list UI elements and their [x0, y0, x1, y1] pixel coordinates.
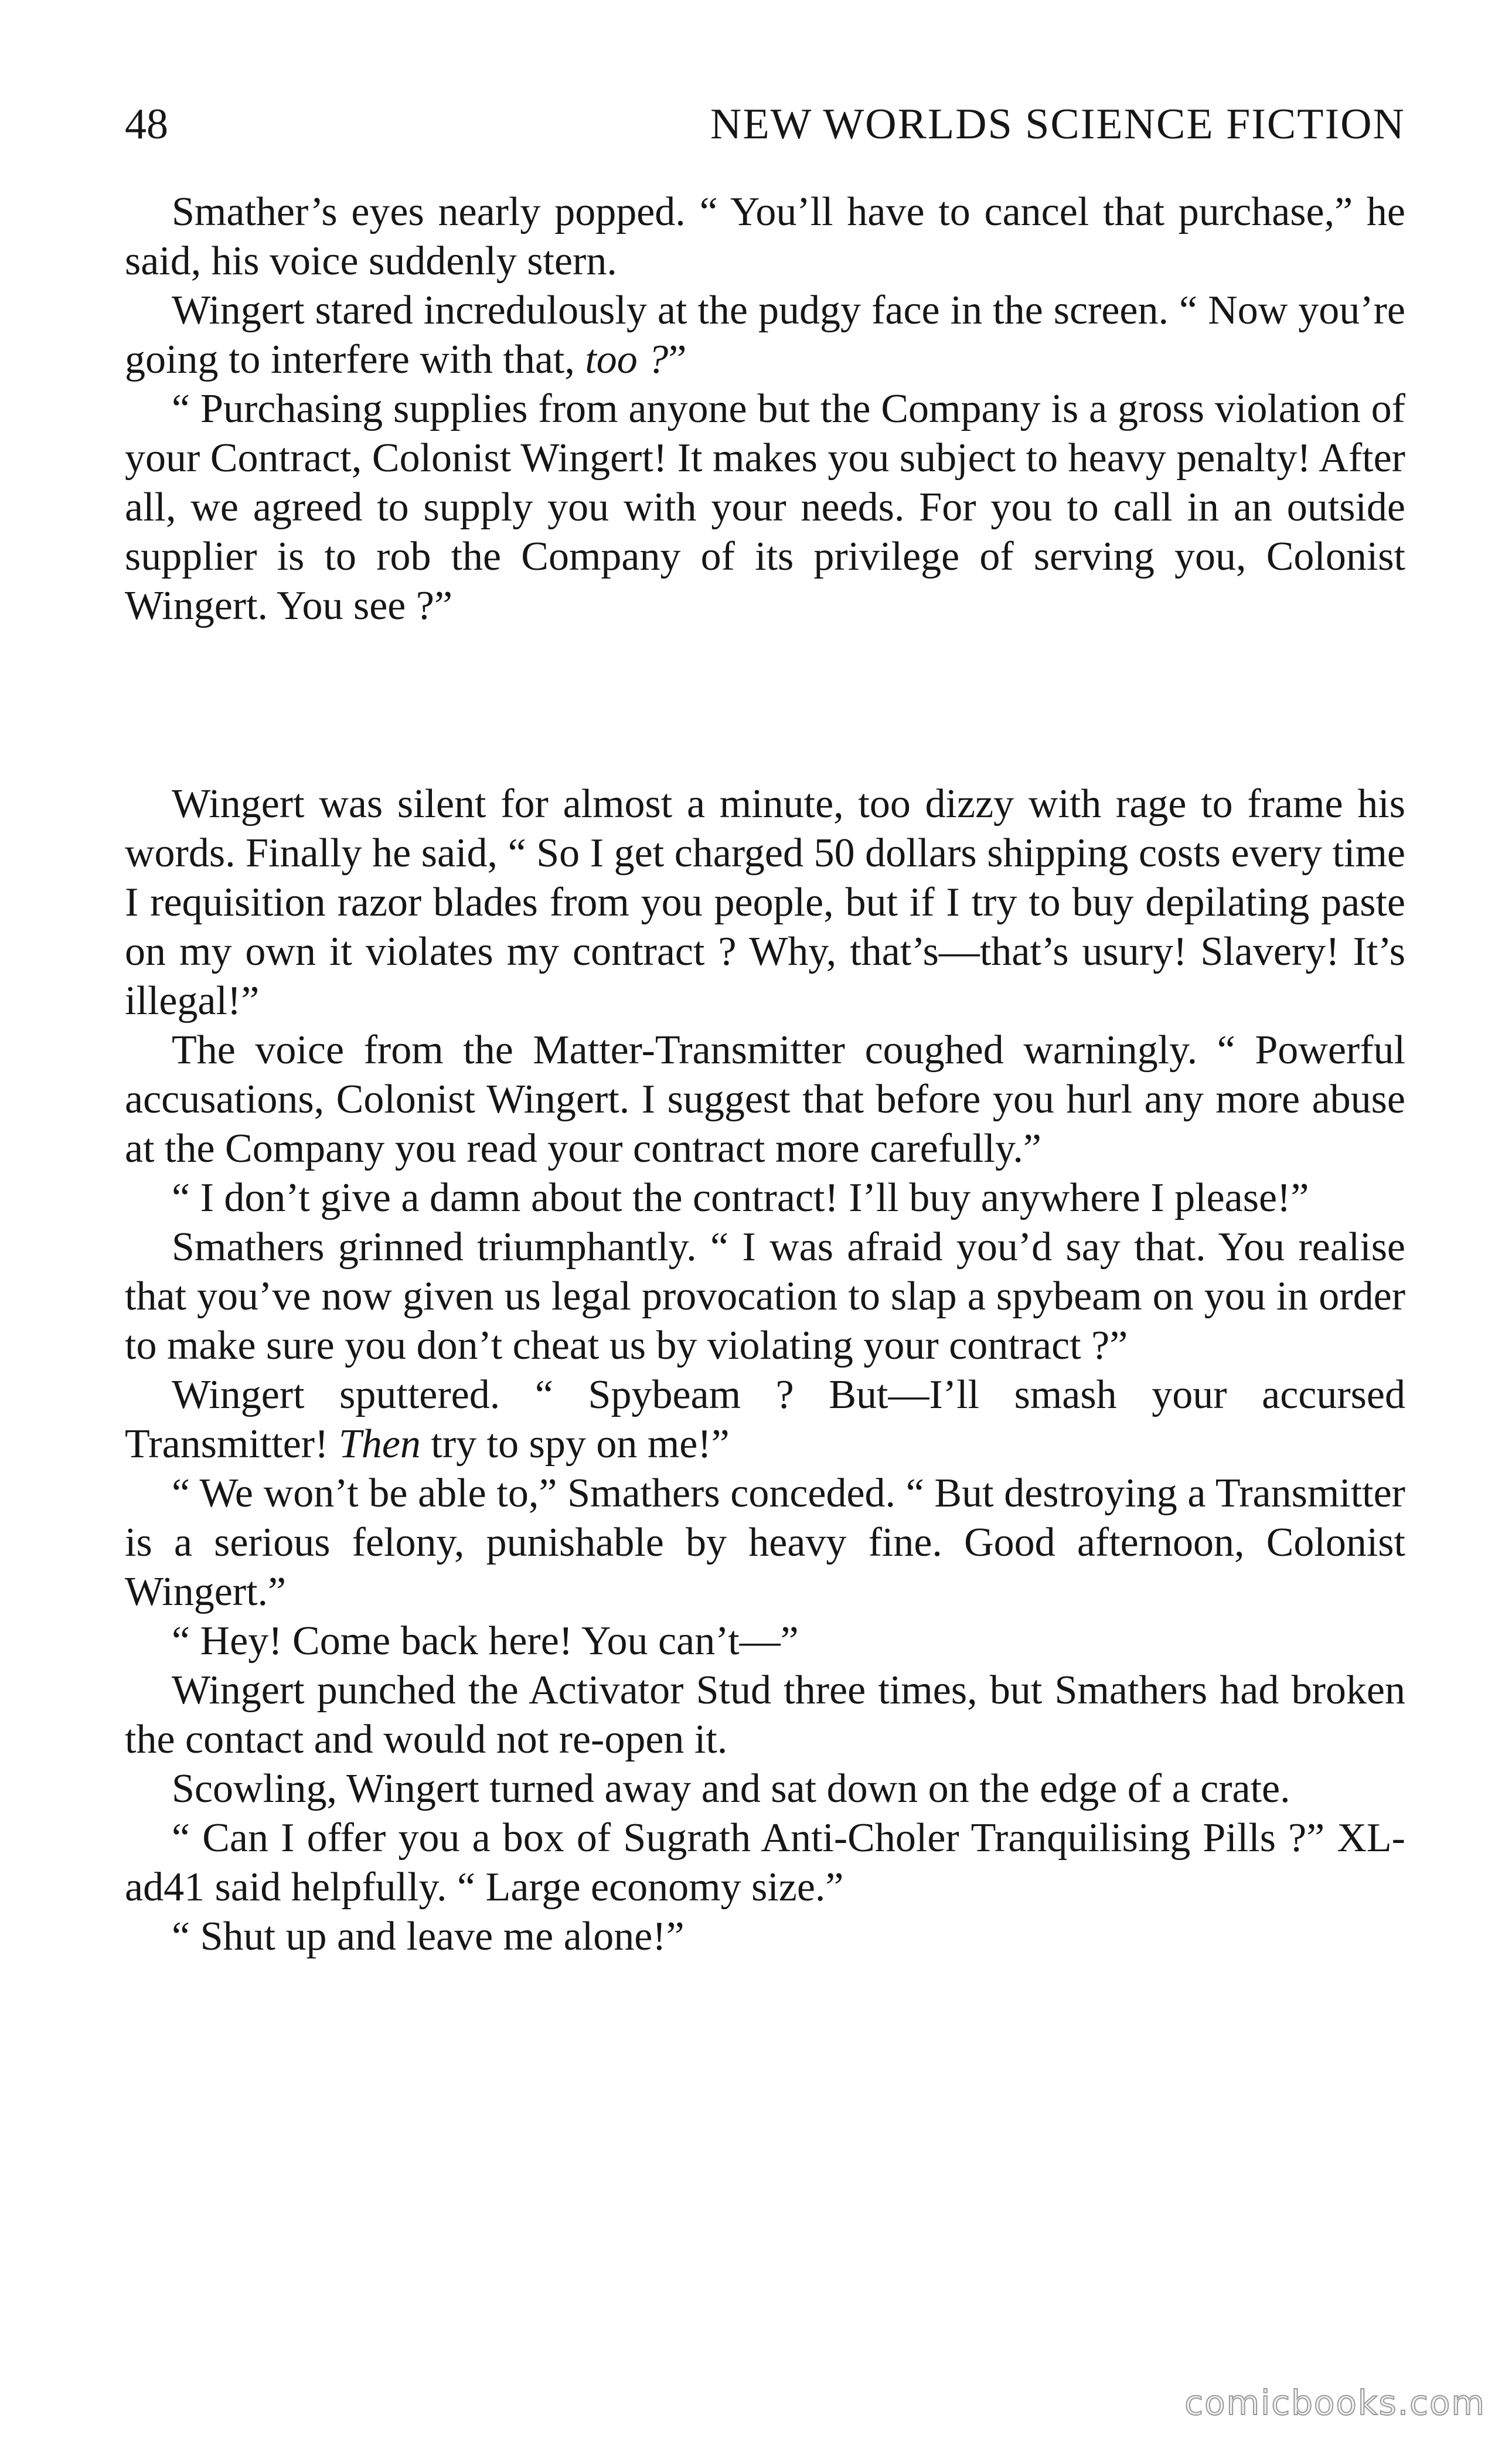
paragraph: The voice from the Matter-Transmitter coughed warningly. “ Powerful accusations, Colonist Wingert. I suggest that before you hurl any more abuse at the Company you read your contract more carefully.” [125, 1028, 1405, 1171]
watermark: comicbooks.com [1184, 2383, 1486, 2423]
paragraph: “ Can I offer you a box of Sugrath Anti-Choler Tranquilising Pills ?” XL-ad41 said helpfully. “ Large economy size.” [125, 1815, 1405, 1910]
paragraph: Scowling, Wingert turned away and sat down on the edge of a crate. [172, 1766, 1290, 1811]
paragraph: “ We won’t be able to,” Smathers conceded. “ But destroying a Transmitter is a serious felony, punishable by heavy fine. Good afternoon, Colonist Wingert.” [125, 1471, 1405, 1614]
page-number: 48 [125, 100, 168, 148]
paragraph: Wingert punched the Activator Stud three times, but Smathers had broken the contact and would not re-open it. [125, 1668, 1405, 1762]
paragraph: “ I don’t give a damn about the contract! I’ll buy anywhere I please!” [172, 1175, 1309, 1220]
paragraph: “ Shut up and leave me alone!” [172, 1914, 685, 1959]
paragraph: Wingert stared incredulously at the pudgy face in the screen. “ Now you’re going to interfere with that, too ?” [125, 288, 1405, 382]
paragraph: “ Hey! Come back here! You can’t—” [172, 1618, 799, 1664]
text-block-2 [125, 780, 1405, 1961]
emphasis-text: Then [338, 1422, 421, 1467]
paragraph: Wingert sputtered. “ Spybeam ? But—I’ll smash your accursed Transmitter! Then try to spy on me!” [125, 1372, 1405, 1467]
paragraph: Smather’s eyes nearly popped. “ You’ll have to cancel that purchase,” he said, his voice suddenly stern. [125, 189, 1405, 284]
paragraph: “ Purchasing supplies from anyone but the Company is a gross violation of your Contract, Colonist Wingert! It makes you subject to heavy penalty! After all, we agreed to supply you with your needs. For you to call in an outside supplier is to rob the Company of its privilege of serving you, Colonist Wingert. You see ?” [125, 386, 1405, 628]
text-block-1 [125, 188, 1405, 631]
running-title: NEW WORLDS SCIENCE FICTION [710, 100, 1405, 148]
paragraph: Smathers grinned triumphantly. “ I was afraid you’d say that. You realise that you’ve now given us legal provocation to slap a spybeam on you in order to make sure you don’t cheat us by violating your contract ?” [125, 1225, 1405, 1368]
running-head [125, 97, 1405, 152]
paragraph: Wingert was silent for almost a minute, too dizzy with rage to frame his words. Finally he said, “ So I get charged 50 dollars shipping costs every time I requisition razor blades from you people, but if I try to buy depilating paste on my own it violates my contract ? Why, that’s—that’s usury! Slavery! It’s illegal!” [125, 781, 1405, 1023]
emphasis-text: too ? [585, 337, 669, 382]
